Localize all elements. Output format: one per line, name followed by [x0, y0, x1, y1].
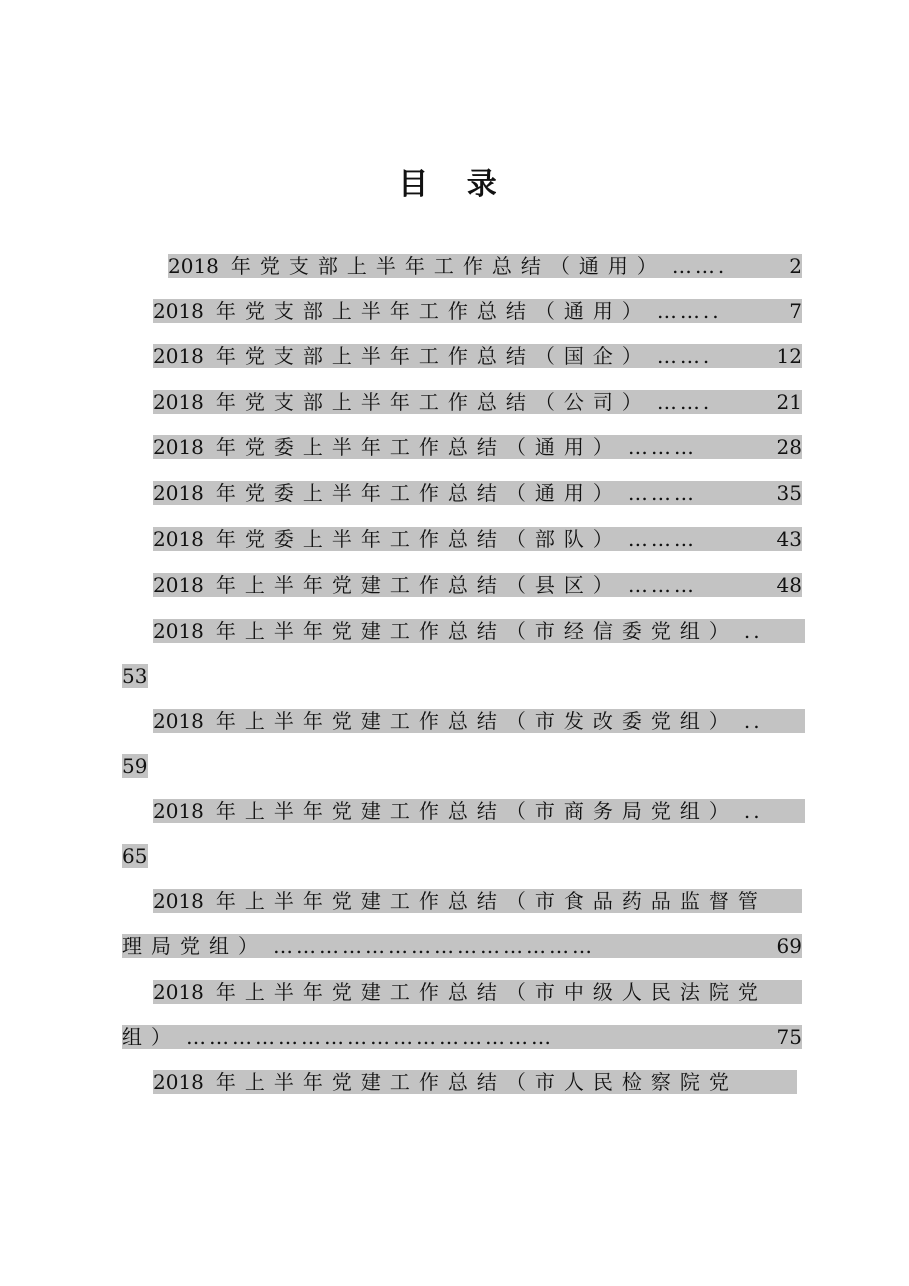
- toc-entry-title: 2018 年上半年党建工作总结（市经信委党组）: [153, 619, 738, 643]
- toc-leader: ………: [627, 527, 697, 551]
- toc-entry-title: 2018 年党支部上半年工作总结（公司）: [153, 390, 651, 414]
- toc-leader: ..: [743, 709, 763, 733]
- toc-page-number: 48: [776, 573, 802, 597]
- toc-entry-title: 2018 年党支部上半年工作总结（通用）: [168, 254, 666, 278]
- toc-page-number: 69: [776, 934, 802, 958]
- toc-page-number: 21: [776, 390, 802, 414]
- toc-leader: ..: [743, 619, 763, 643]
- toc-page-number: 75: [776, 1025, 802, 1049]
- toc-page-number: 53: [122, 664, 148, 688]
- toc-page-number: 35: [776, 481, 802, 505]
- toc-entry[interactable]: [153, 481, 802, 505]
- toc-leader: …….: [656, 390, 713, 414]
- toc-entry[interactable]: [168, 254, 802, 278]
- toc-entry-continuation[interactable]: [122, 844, 148, 868]
- toc-leader: ………: [627, 481, 697, 505]
- toc-entry-title: 2018 年党委上半年工作总结（通用）: [153, 435, 622, 459]
- toc-leader: ……………………………………: [273, 934, 595, 958]
- toc-entry-title-continued: 理局党组）: [122, 934, 267, 958]
- toc-leader: ..: [743, 799, 763, 823]
- toc-entry-title: 2018 年上半年党建工作总结（市人民检察院党: [153, 1070, 738, 1094]
- toc-entry-title: 2018 年党支部上半年工作总结（通用）: [153, 299, 651, 323]
- toc-entry-title: 2018 年上半年党建工作总结（市中级人民法院党: [153, 980, 767, 1004]
- toc-entry[interactable]: [153, 980, 802, 1004]
- toc-leader: ………: [627, 573, 697, 597]
- toc-entry-continuation[interactable]: [122, 934, 802, 958]
- toc-entry-title: 2018 年党委上半年工作总结（部队）: [153, 527, 622, 551]
- toc-entry-title: 2018 年上半年党建工作总结（市发改委党组）: [153, 709, 738, 733]
- toc-entry[interactable]: [153, 799, 805, 823]
- toc-leader: …………………………………………: [186, 1025, 554, 1049]
- toc-entry-continuation[interactable]: [122, 754, 148, 778]
- toc-leader: ………: [627, 435, 697, 459]
- toc-page-number: 7: [789, 299, 802, 323]
- toc-entry-title: 2018 年党支部上半年工作总结（国企）: [153, 344, 651, 368]
- toc-page-number: 43: [776, 527, 802, 551]
- toc-entry-title: 2018 年上半年党建工作总结（市食品药品监督管: [153, 889, 767, 913]
- toc-entry[interactable]: [153, 619, 805, 643]
- toc-page-number: 59: [122, 754, 148, 778]
- toc-entry-continuation[interactable]: [122, 664, 148, 688]
- toc-leader: ……..: [656, 299, 722, 323]
- toc-entry-continuation[interactable]: [122, 1025, 802, 1049]
- toc-entry-title-continued: 组）: [122, 1025, 180, 1049]
- toc-entry[interactable]: [153, 390, 802, 414]
- toc-entry[interactable]: [153, 299, 802, 323]
- toc-entry[interactable]: [153, 1070, 797, 1094]
- toc-entry[interactable]: [153, 435, 802, 459]
- toc-entry-title: 2018 年上半年党建工作总结（县区）: [153, 573, 622, 597]
- toc-leader: …….: [656, 344, 713, 368]
- toc-page-number: 28: [776, 435, 802, 459]
- toc-page-number: 65: [122, 844, 148, 868]
- toc-page-number: 12: [776, 344, 802, 368]
- toc-page-number: 2: [789, 254, 802, 278]
- toc-entry[interactable]: [153, 344, 802, 368]
- toc-entry[interactable]: [153, 889, 802, 913]
- toc-entry[interactable]: [153, 527, 802, 551]
- toc-entry-title: 2018 年上半年党建工作总结（市商务局党组）: [153, 799, 738, 823]
- toc-entry[interactable]: [153, 709, 805, 733]
- toc-entry-title: 2018 年党委上半年工作总结（通用）: [153, 481, 622, 505]
- toc-entry[interactable]: [153, 573, 802, 597]
- toc-leader: …….: [671, 254, 728, 278]
- toc-title: 目 录: [398, 167, 511, 202]
